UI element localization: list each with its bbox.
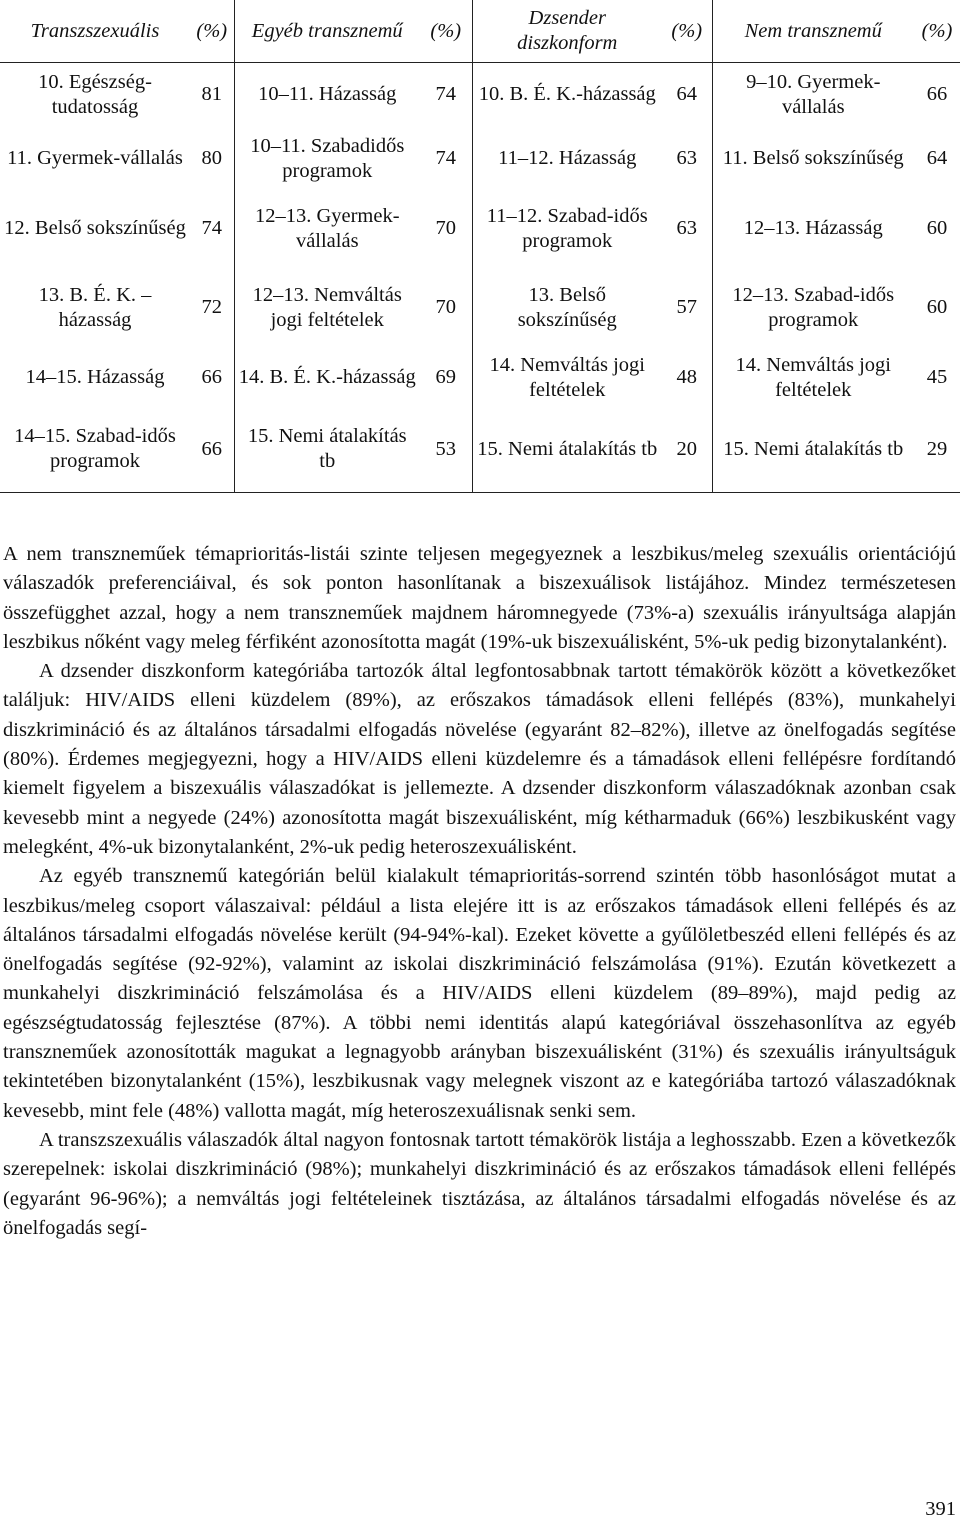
table-cell: 12–13. Gyermek-vállalás	[254, 204, 400, 252]
table-cell: 66	[190, 349, 234, 407]
table-cell: 69	[420, 349, 472, 407]
table-cell: 12–13. Szabad-idős programok	[732, 283, 895, 331]
table-cell: 12–13. Házasság	[743, 217, 883, 239]
table-cell: 48	[662, 349, 712, 407]
table-cell: 45	[926, 366, 948, 388]
table-cell: 12–13. Nemváltás jogi feltételek	[252, 283, 402, 331]
table-cell: 57	[662, 267, 712, 349]
table-cell: 81	[190, 63, 234, 127]
table-cell: 10. B. É. K.-házasság	[478, 83, 656, 106]
table-cell: 74	[420, 63, 472, 127]
header-pct-4: (%)	[914, 0, 960, 63]
paragraph-4: A transzszexuális válaszadók által nagyon fontosnak tartott témakörök listája a leghosszabb. Ezen a következők szerepelnek: iskolai diszkrimináció (98%); munkahelyi diszkrimináció és az erőszakos támadások elleni fellépés (egyaránt 96-96%); a nemváltás jogi feltételeinek tisztázása, az általános társadalmi elfogadás növelése és az önelfogadás segí-	[3, 1128, 956, 1239]
table-row	[0, 349, 960, 407]
table-cell: 14–15. Szabad-idős programok	[0, 407, 190, 493]
page-number: 391	[925, 1498, 956, 1520]
table-cell: 72	[190, 267, 234, 349]
table-cell: 12. Belső sokszínűség	[4, 217, 186, 239]
table-cell: 10. Egészség-tudatosság	[38, 70, 152, 118]
table-cell: 11–12. Házasság	[498, 147, 637, 169]
table-cell: 66	[190, 407, 234, 493]
table-row	[0, 191, 960, 267]
paragraph-1: A nem transzneműek témaprioritás-listái szinte teljesen megegyeznek a leszbikus/meleg szexuális orientációjú válaszadók preferenciáival, és sok ponton hasonlítanak a biszexuálisok listájához. Mindez természetesen összefügghet azzal, hogy a nem transzneműek majdnem háromnegyede (73%-a) szexuális irányultsága alapján leszbikus nőként vagy meleg férfiként azonosította magát (19%-uk biszexuálisként, 5%-uk pedig bizonytalanként).	[3, 543, 956, 653]
header-nem-transznemu: Nem transznemű	[712, 0, 914, 63]
table-cell: 80	[190, 127, 234, 191]
table-row	[0, 63, 960, 127]
table-cell: 15. Nemi átalakítás tb	[712, 407, 914, 493]
table-cell: 74	[420, 127, 472, 191]
priority-table-wrapper	[0, 0, 960, 493]
table-cell: 60	[926, 296, 948, 318]
header-transzszexualis: Transzszexuális	[0, 0, 190, 63]
header-pct-2: (%)	[420, 0, 472, 63]
table-cell: 14–15. Házasság	[25, 366, 165, 388]
table-cell: 64	[926, 147, 948, 169]
table-cell: 63	[662, 127, 712, 191]
table-cell: 11–12. Szabad-idős programok	[486, 204, 648, 252]
table-cell: 13. Belső sokszínűség	[517, 283, 617, 331]
table-cell: 70	[420, 267, 472, 349]
table-cell: 15. Nemi átalakítás tb	[234, 407, 420, 493]
body-text	[3, 540, 956, 1243]
table-cell: 10–11. Házasság	[258, 83, 397, 106]
table-row	[0, 407, 960, 493]
table-cell: 9–10. Gyermek-vállalás	[746, 70, 881, 118]
paragraph-3: Az egyéb transznemű kategórián belül kialakult témaprioritás-sorrend szintén több hasonlóságot mutat a leszbikus/meleg csoport válaszaival: például a lista elejére itt is az erőszakos támadások elleni fellépés és az általános társadalmi elfogadás növelése került (94-94%-kal). Ezeket követte a gyűlöletbeszéd elleni fellépés és az önelfogadás segítése (92-92%), valamint az iskolai diszkrimináció felszámolása (91%). Ezután következett a munkahelyi diszkrimináció felszámolása és a HIV/AIDS elleni küzdelem (89–89%), majd pedig az egészségtudatosság fejlesztése (87%). A többi nemi identitás alapú kategóriával összehasonlítva az egyéb transzneműek azonosították magukat a legnagyobb arányban biszexuálisként (31%) és szexuális irányultságuk tekintetében bizonytalanként (15%), leszbikusnak vagy melegnek viszont az e kategóriába tartozó válaszadóknak kevesebb, mint fele (48%) vallotta magát, míg heteroszexuálisnak senki sem.	[3, 865, 956, 1122]
table-cell: 64	[662, 63, 712, 127]
table-cell: 66	[926, 83, 948, 106]
table-row	[0, 267, 960, 349]
header-pct-1: (%)	[190, 0, 234, 63]
paragraph-2: A dzsender diszkonform kategóriába tartozók által legfontosabbnak tartott témakörök között a következőket találjuk: HIV/AIDS elleni küzdelem (89%), az erőszakos támadások elleni fellépés (83%), munkahelyi diszkrimináció és az általános társadalmi elfogadás növelése (egyaránt 82–82%), illetve az önelfogadás segítése (80%). Érdemes megjegyezni, hogy a HIV/AIDS elleni küzdelemre és a támadások elleni fellépésre fordítandó kiemelt figyelem a biszexuális válaszadókat is jellemezte. A dzsender diszkonform válaszadóknak azonban csak kevesebb mint a negyede (24%) azonosította magát biszexuálisként, míg kétharmaduk (66%) leszbikusként vagy melegként, 4%-uk bizonytalanként, 2%-uk pedig heteroszexuálisként.	[3, 660, 956, 858]
priority-table	[0, 0, 960, 493]
header-egyeb-transznemu: Egyéb transznemű	[234, 0, 420, 63]
table-header-row	[0, 0, 960, 63]
header-dzsender-diszkonform: Dzsender diszkonform	[472, 0, 662, 63]
table-cell: 14. B. É. K.-házasság	[238, 366, 416, 388]
table-cell: 14. Nemváltás jogi feltételek	[735, 353, 891, 401]
table-cell: 53	[420, 407, 472, 493]
table-cell: 10–11. Szabadidős programok	[250, 134, 405, 182]
table-cell: 63	[662, 191, 712, 267]
header-pct-3: (%)	[662, 0, 712, 63]
table-cell: 11. Belső sokszínűség	[722, 147, 904, 169]
table-cell: 14. Nemváltás jogi feltételek	[489, 353, 645, 401]
table-cell: 29	[914, 407, 960, 493]
table-cell: 11. Gyermek-vállalás	[7, 147, 183, 169]
table-cell: 20	[662, 407, 712, 493]
table-cell: 13. B. É. K. – házasság	[38, 283, 152, 331]
table-cell: 74	[190, 191, 234, 267]
table-cell: 15. Nemi átalakítás tb	[472, 407, 662, 493]
table-cell: 70	[420, 191, 472, 267]
table-row	[0, 127, 960, 191]
table-cell: 60	[926, 217, 948, 239]
